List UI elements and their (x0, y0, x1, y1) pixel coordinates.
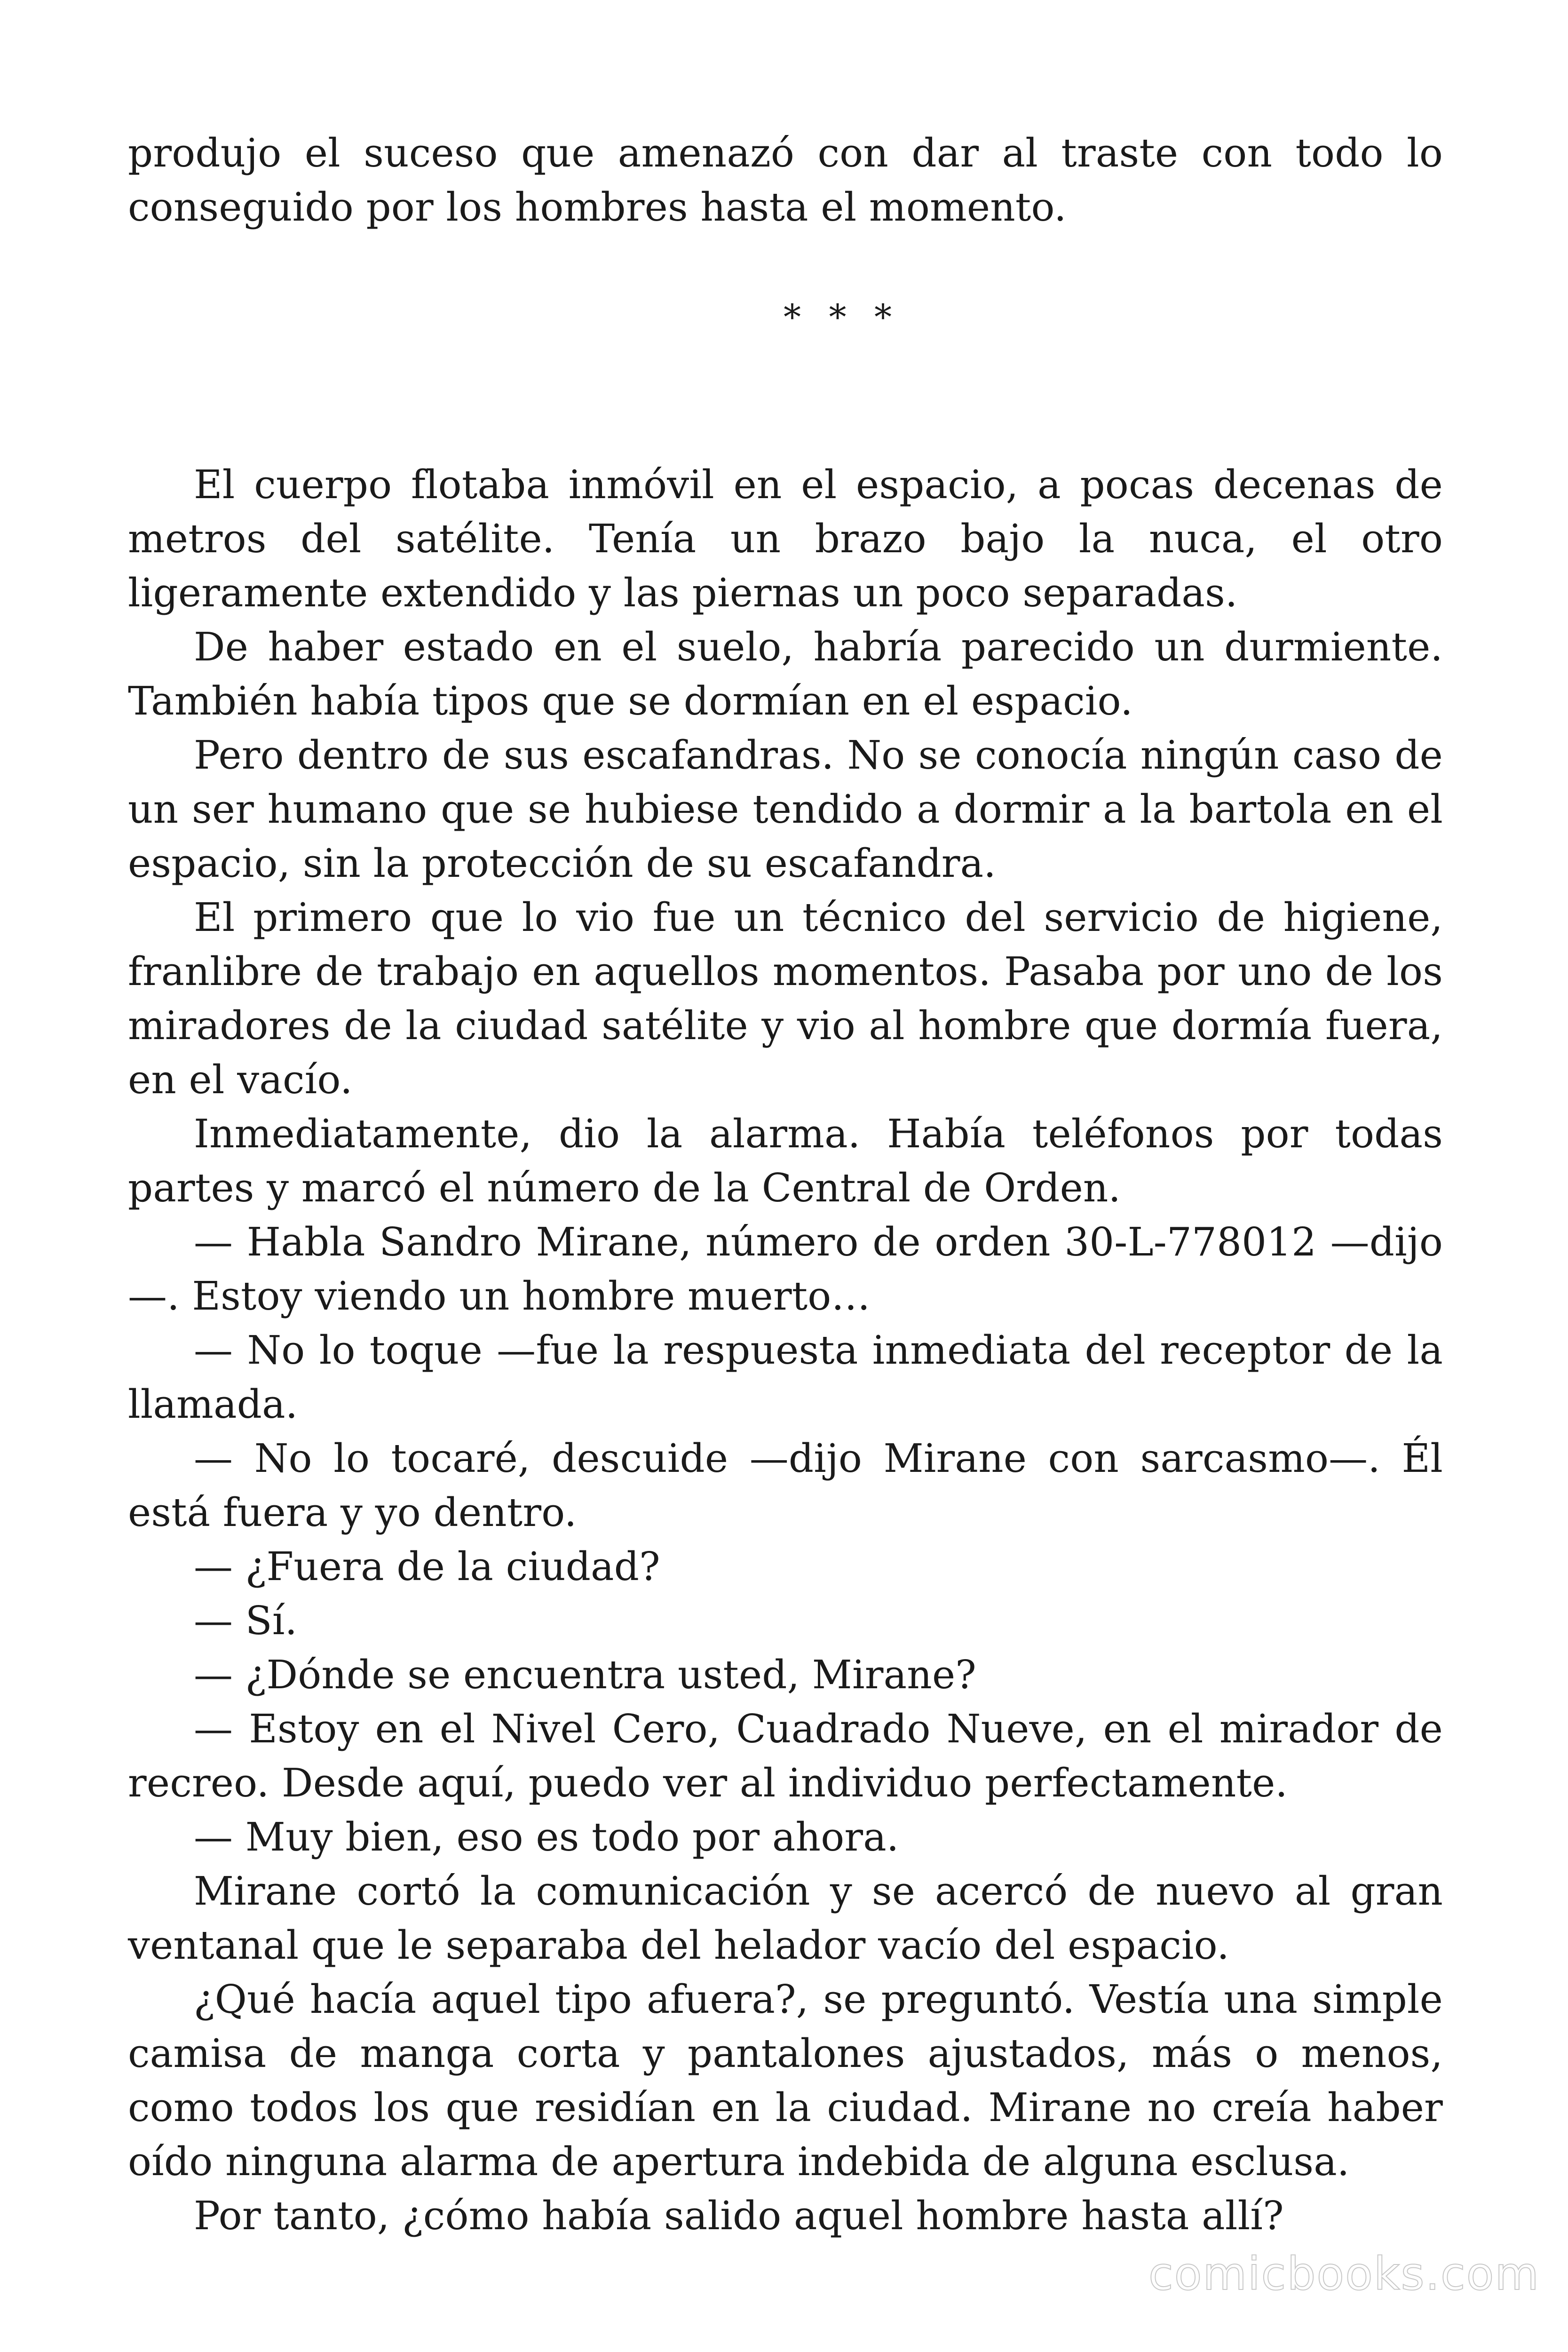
dialogue-line: — No lo toque —fue la respuesta inmediata del receptor de la llamada. (128, 1327, 1443, 1427)
opening-paragraph: produjo el suceso que amenazó con dar al traste con todo lo conseguido por los hombres hasta el momento. (128, 130, 1443, 230)
dialogue-line: — Muy bien, eso es todo por ahora. (194, 1814, 899, 1860)
paragraph: ¿Qué hacía aquel tipo afuera?, se preguntó. Vestía una simple camisa de manga corta y pantalones ajustados, más o menos, como todos los que residían en la ciudad. Mirane no creía haber oído ninguna alarma de apertura indebida de alguna esclusa. (128, 1977, 1443, 2185)
paragraph: El primero que lo vio fue un técnico del servicio de higiene, franlibre de trabajo en aquellos momentos. Pasaba por uno de los miradores de la ciudad satélite y vio al hombre que dormía fuera, en el vacío. (128, 895, 1443, 1103)
body-text (128, 458, 1443, 2243)
paragraph: Inmediatamente, dio la alarma. Había teléfonos por todas partes y marcó el número de la Central de Orden. (128, 1111, 1443, 1211)
dialogue-line: — No lo tocaré, descuide —dijo Mirane con sarcasmo—. Él está fuera y yo dentro. (128, 1436, 1443, 1535)
section-separator: * * * (783, 297, 901, 338)
paragraph: Pero dentro de sus escafandras. No se conocía ningún caso de un ser humano que se hubiese tendido a dormir a la bartola en el espacio, sin la protección de su escafandra. (128, 732, 1443, 886)
paragraph: Por tanto, ¿cómo había salido aquel hombre hasta allí? (194, 2193, 1284, 2239)
dialogue-line: — Sí. (194, 1598, 298, 1644)
watermark: comicbooks.com (1148, 2248, 1540, 2300)
dialogue-line: — ¿Fuera de la ciudad? (194, 1544, 660, 1589)
dialogue-line: — Estoy en el Nivel Cero, Cuadrado Nueve, en el mirador de recreo. Desde aquí, puedo ver al individuo perfectamente. (128, 1706, 1443, 1806)
document-page (128, 126, 1443, 2243)
paragraph: De haber estado en el suelo, habría parecido un durmiente. También había tipos que se dormían en el espacio. (128, 624, 1443, 724)
dialogue-line: — Habla Sandro Mirane, número de orden 30-L-778012 —dijo —. Estoy viendo un hombre muerto… (128, 1219, 1443, 1319)
paragraph: El cuerpo flotaba inmóvil en el espacio, a pocas decenas de metros del satélite. Tenía un brazo bajo la nuca, el otro ligeramente extendido y las piernas un poco separadas. (128, 462, 1443, 616)
dialogue-line: — ¿Dónde se encuentra usted, Mirane? (194, 1652, 976, 1698)
paragraph: Mirane cortó la comunicación y se acercó de nuevo al gran ventanal que le separaba del helador vacío del espacio. (128, 1868, 1443, 1968)
